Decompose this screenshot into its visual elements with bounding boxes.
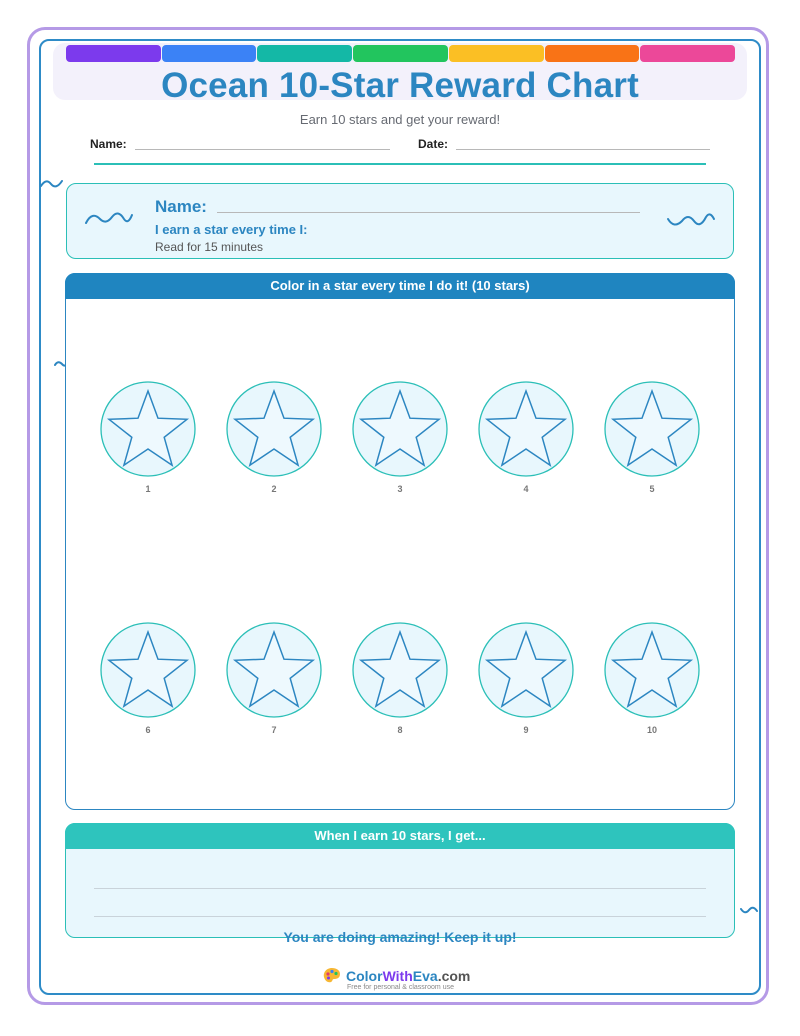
star-number: 3 — [397, 484, 403, 494]
star-number: 2 — [271, 484, 277, 494]
star-icon — [351, 621, 449, 719]
rainbow-segment — [545, 45, 640, 62]
brand-part: Eva — [412, 968, 438, 984]
star-slot[interactable] — [99, 621, 197, 735]
star-slot[interactable] — [477, 380, 575, 494]
reward-header: When I earn 10 stars, I get... — [65, 823, 735, 849]
star-number: 9 — [523, 725, 529, 735]
date-field-label: Date: — [418, 137, 449, 151]
encouragement-text: You are doing amazing! Keep it up! — [283, 929, 517, 945]
goal-name-label: Name: — [155, 197, 207, 216]
wave-icon — [740, 905, 758, 915]
star-slot[interactable] — [603, 621, 701, 735]
wave-icon — [666, 209, 716, 229]
star-slot[interactable] — [225, 621, 323, 735]
star-icon — [225, 621, 323, 719]
reward-line[interactable] — [94, 888, 706, 889]
reward-line[interactable] — [94, 916, 706, 917]
brand-part: Color — [346, 968, 383, 984]
brand-part: .com — [437, 968, 471, 984]
star-number: 6 — [145, 725, 151, 735]
star-number: 10 — [646, 725, 657, 735]
page-title: Ocean 10-Star Reward Chart — [161, 66, 639, 105]
rainbow-segment — [257, 45, 352, 62]
page-subtitle: Earn 10 stars and get your reward! — [299, 112, 501, 127]
wave-icon — [84, 209, 134, 229]
rainbow-segment — [66, 45, 161, 62]
earn-label: I earn a star every time I: — [155, 222, 308, 237]
star-slot[interactable] — [477, 621, 575, 735]
rainbow-segment — [449, 45, 544, 62]
star-slot[interactable] — [99, 380, 197, 494]
star-icon — [99, 380, 197, 478]
rainbow-segment — [640, 45, 735, 62]
brand-part: With — [382, 968, 413, 984]
star-number: 5 — [649, 484, 655, 494]
name-field-line[interactable] — [135, 149, 390, 150]
name-field-label: Name: — [90, 137, 127, 151]
task-text: Read for 15 minutes — [155, 240, 264, 254]
star-number: 1 — [145, 484, 151, 494]
star-icon — [225, 380, 323, 478]
header-divider — [94, 163, 706, 165]
star-icon — [99, 621, 197, 719]
star-icon — [603, 621, 701, 719]
date-field-line[interactable] — [456, 149, 710, 150]
star-number: 7 — [271, 725, 277, 735]
star-slot[interactable] — [351, 621, 449, 735]
star-slot[interactable] — [225, 380, 323, 494]
wave-icon — [40, 178, 64, 190]
rainbow-stripe — [66, 45, 736, 62]
rainbow-segment — [162, 45, 257, 62]
star-slot[interactable] — [351, 380, 449, 494]
footer-tagline: Free for personal & classroom use — [347, 984, 454, 991]
star-slot[interactable] — [603, 380, 701, 494]
star-number: 4 — [523, 484, 529, 494]
star-icon — [603, 380, 701, 478]
star-icon — [477, 621, 575, 719]
palette-icon — [322, 966, 342, 986]
goal-name-line[interactable] — [217, 212, 640, 213]
footer-brand[interactable] — [346, 968, 470, 984]
star-panel-header: Color in a star every time I do it! (10 stars) — [65, 273, 735, 299]
rainbow-segment — [353, 45, 448, 62]
star-icon — [477, 380, 575, 478]
star-number: 8 — [397, 725, 403, 735]
star-icon — [351, 380, 449, 478]
